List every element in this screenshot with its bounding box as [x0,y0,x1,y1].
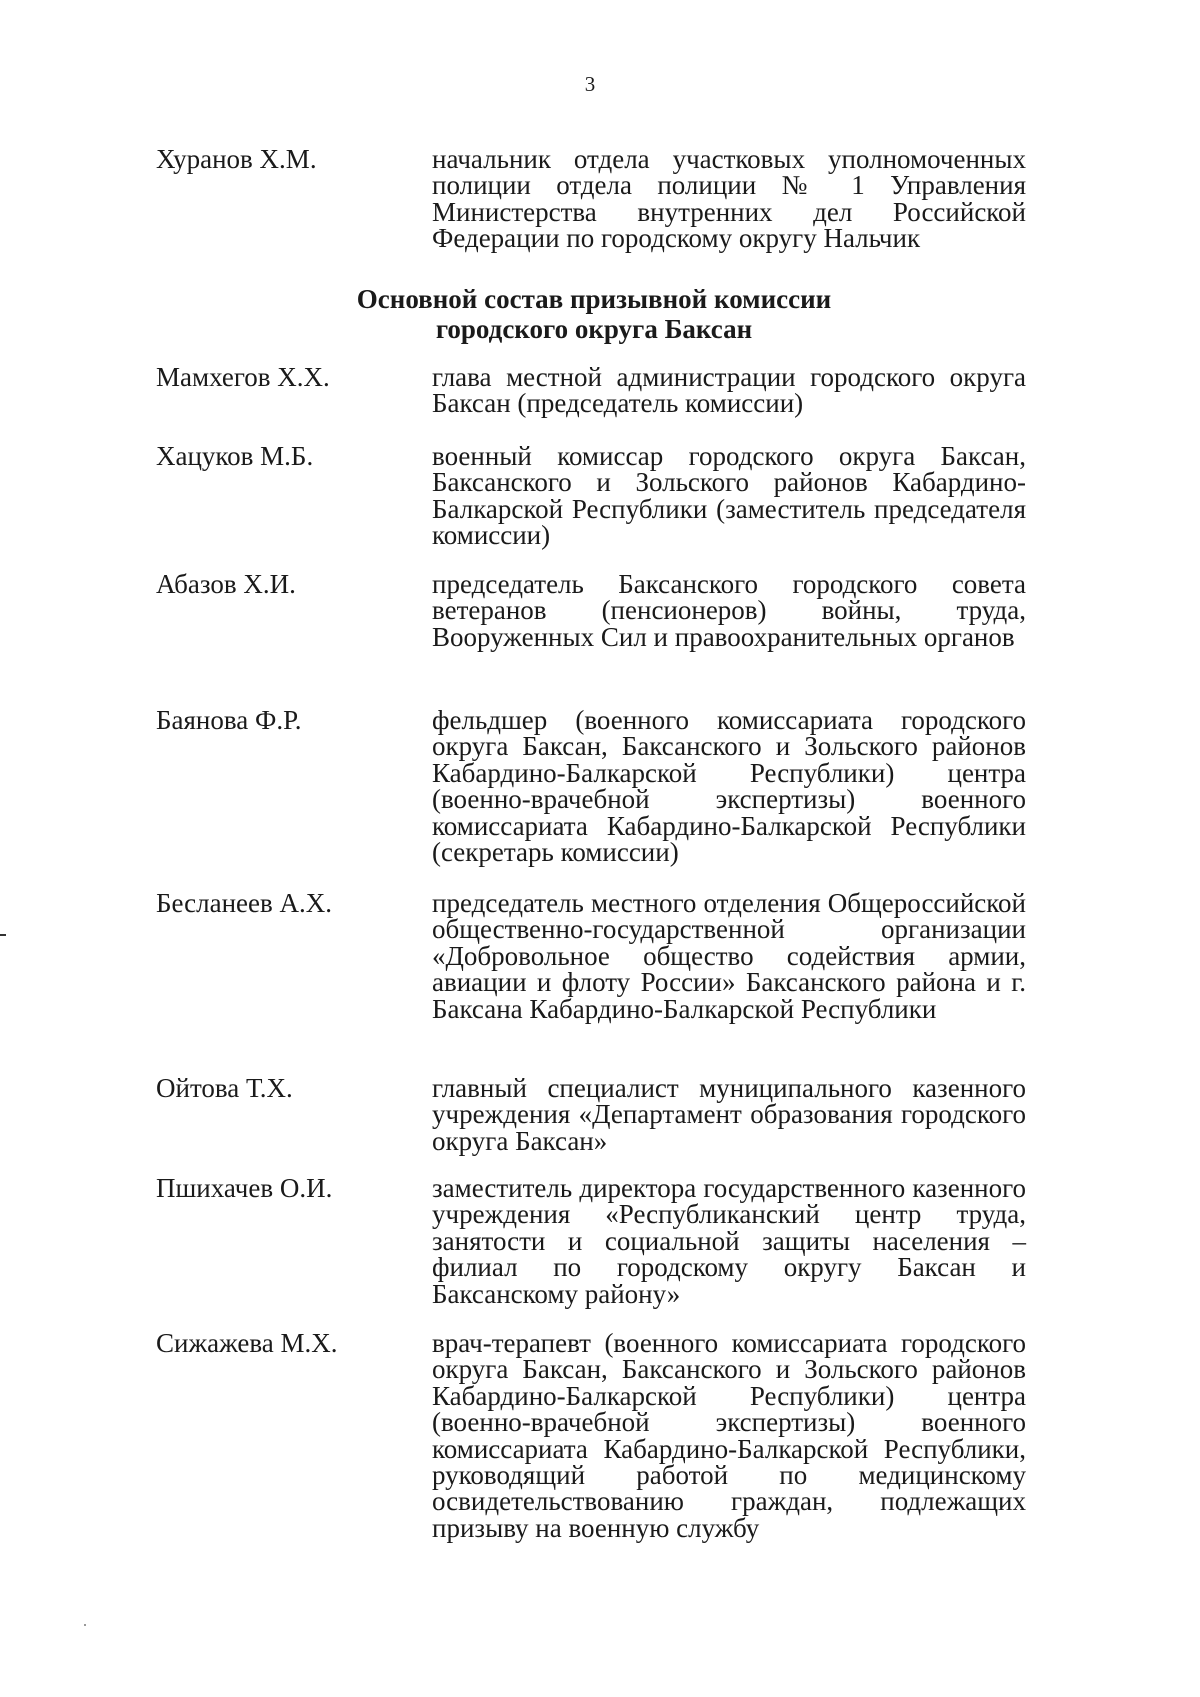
member-role: председатель местного отделения Общероссийской общественно-государственной организации «Добровольное общество содействия армии, авиации и флоту России» Баксанского района и г. Баксана Кабардино-Балкарской Республики [432,888,1026,1024]
member-name: Хуранов Х.М. [156,144,317,174]
member-role: врач-терапевт (военного комиссариата городского округа Баксан, Баксанского и Зольского районов Кабардино-Балкарской Республики) центра (военно-врачебной экспертизы) военного комиссариата Кабардино-Балкарской Республики, руководящий работой по медицинскому освидетельствованию граждан, подлежащих призыву на военную службу [432,1328,1026,1543]
scan-dot-mark [84,1624,86,1626]
member-name: Сижажева М.Х. [156,1328,338,1358]
member-name: Бесланеев А.Х. [156,888,333,918]
member-role: начальник отдела участковых уполномоченных полиции отдела полиции № 1 Управления Министерства внутренних дел Российской Федерации по городскому округу Нальчик [432,144,1026,254]
member-role: глава местной администрации городского округа Баксан (председатель комиссии) [432,362,1026,419]
member-role: фельдшер (военного комиссариата городского округа Баксан, Баксанского и Зольского районов Кабардино-Балкарской Республики) центра (военно-врачебной экспертизы) военного комиссариата Кабардино-Балкарской Республики (секретарь комиссии) [432,705,1026,868]
member-name: Баянова Ф.Р. [156,705,302,735]
member-name: Хацуков М.Б. [156,441,314,471]
member-name: Пшихачев О.И. [156,1173,333,1203]
section-heading-line-1: Основной состав призывной комиссии [356,284,832,314]
member-role: заместитель директора государственного казенного учреждения «Республиканский центр труда, занятости и социальной защиты населения – филиал по городскому округу Баксан и Баксанскому району» [432,1173,1026,1309]
section-heading-line-2: городского округа Баксан [435,314,753,344]
page-number: 3 [584,72,596,96]
member-name: Ойтова Т.Х. [156,1073,293,1103]
scan-edge-mark [0,934,6,936]
member-role: председатель Баксанского городского совета ветеранов (пенсионеров) войны, труда, Вооруженных Сил и правоохранительных органов [432,569,1026,652]
member-name: Мамхегов Х.Х. [156,362,330,392]
member-role: главный специалист муниципального казенного учреждения «Департамент образования городского округа Баксан» [432,1073,1026,1156]
member-name: Абазов Х.И. [156,569,296,599]
member-role: военный комиссар городского округа Баксан, Баксанского и Зольского районов Кабардино-Балкарской Республики (заместитель председателя комиссии) [432,441,1026,551]
